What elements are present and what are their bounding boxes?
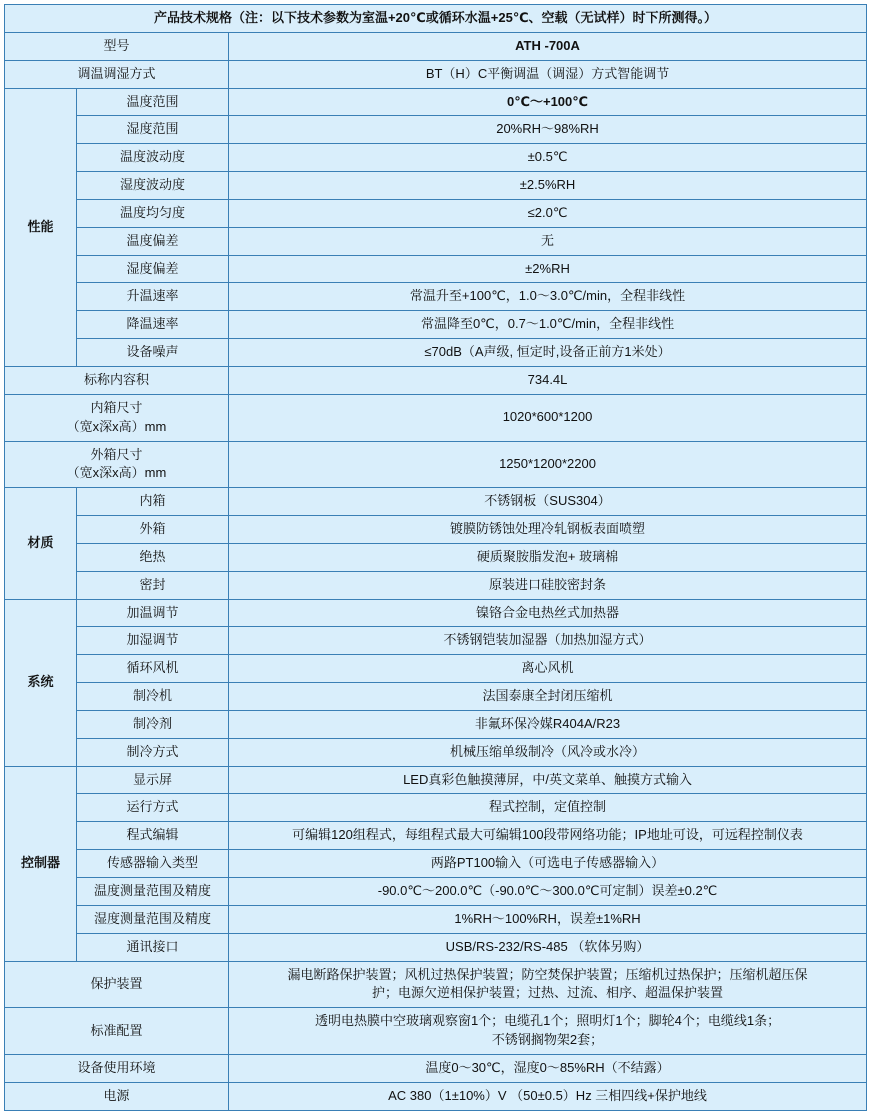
- table-row: [5, 794, 867, 822]
- row-label-heating: 加温调节: [77, 599, 229, 627]
- row-value-volume: 734.4L: [229, 366, 867, 394]
- row-value-environment: 温度0～30℃，湿度0～85%RH（不结露）: [229, 1054, 867, 1082]
- table-row: [5, 822, 867, 850]
- model-label: 型号: [5, 32, 229, 60]
- row-label-humidity-fluctuation: 湿度波动度: [77, 172, 229, 200]
- row-label-inner-box: 内箱: [77, 488, 229, 516]
- group-label-controller: 控制器: [5, 766, 77, 961]
- standard-config-line2: 不锈钢搁物架2套；: [491, 1032, 604, 1048]
- table-row: [5, 227, 867, 255]
- group-label-performance: 性能: [5, 88, 77, 366]
- row-value-humidity-deviation: ±2%RH: [229, 255, 867, 283]
- row-label-volume: 标称内容积: [5, 366, 229, 394]
- row-value-operation-mode: 程式控制，定值控制: [229, 794, 867, 822]
- table-row-environment: [5, 1054, 867, 1082]
- table-row: [5, 488, 867, 516]
- table-row: [5, 88, 867, 116]
- outer-size-label-line2: （宽x深x高）mm: [66, 465, 167, 481]
- row-value-display: LED真彩色触摸薄屏，中/英文菜单、触摸方式输入: [229, 766, 867, 794]
- row-label-fan: 循环风机: [77, 655, 229, 683]
- row-label-heating-rate: 升温速率: [77, 283, 229, 311]
- table-row: [5, 571, 867, 599]
- control-mode-label: 调温调湿方式: [5, 60, 229, 88]
- row-value-cooling-rate: 常温降至0℃，0.7～1.0℃/min，全程非线性: [229, 311, 867, 339]
- row-value-temperature-measurement: -90.0℃～200.0℃（-90.0℃～300.0℃可定制）误差±0.2℃: [229, 878, 867, 906]
- standard-config-line1: 透明电热膜中空玻璃观察窗1个；电缆孔1个；照明灯1个；脚轮4个；电缆线1条；: [314, 1013, 781, 1029]
- table-row-control-mode: [5, 60, 867, 88]
- row-value-compressor: 法国泰康全封闭压缩机: [229, 683, 867, 711]
- row-label-compressor: 制冷机: [77, 683, 229, 711]
- protection-line2: 护；电源欠逆相保护装置；过热、过流、相序、超温保护装置: [372, 985, 724, 1001]
- outer-size-label-line1: 外箱尺寸: [90, 446, 143, 462]
- group-label-system: 系统: [5, 599, 77, 766]
- row-label-humidifying: 加湿调节: [77, 627, 229, 655]
- row-value-temperature-fluctuation: ±0.5℃: [229, 144, 867, 172]
- table-row-protection: [5, 961, 867, 1008]
- inner-size-label-line2: （宽x深x高）mm: [66, 418, 167, 434]
- row-value-outer-box: 镀膜防锈蚀处理冷轧钢板表面喷塑: [229, 516, 867, 544]
- table-row-model: [5, 32, 867, 60]
- table-row-power: [5, 1082, 867, 1110]
- row-label-temperature-fluctuation: 温度波动度: [77, 144, 229, 172]
- row-value-temperature-deviation: 无: [229, 227, 867, 255]
- table-row: [5, 933, 867, 961]
- table-row: [5, 878, 867, 906]
- table-row: [5, 710, 867, 738]
- table-row: [5, 850, 867, 878]
- row-value-refrigerant: 非氟环保冷媒R404A/R23: [229, 710, 867, 738]
- row-label-operation-mode: 运行方式: [77, 794, 229, 822]
- row-label-temperature-measurement: 温度测量范围及精度: [77, 878, 229, 906]
- row-label-standard-config: 标准配置: [5, 1008, 229, 1055]
- row-label-protection: 保护装置: [5, 961, 229, 1008]
- table-row: [5, 738, 867, 766]
- row-value-cooling-method: 机械压缩单级制冷（风冷或水冷）: [229, 738, 867, 766]
- row-label-humidity-deviation: 湿度偏差: [77, 255, 229, 283]
- protection-line1: 漏电断路保护装置；风机过热保护装置；防空焚保护装置；压缩机过热保护；压缩机超压保: [287, 966, 808, 982]
- table-row: [5, 627, 867, 655]
- table-row: [5, 766, 867, 794]
- row-value-sensor-input: 两路PT100输入（可选电子传感器输入）: [229, 850, 867, 878]
- row-value-sealing: 原装进口硅胶密封条: [229, 571, 867, 599]
- table-row: [5, 255, 867, 283]
- row-label-communication: 通讯接口: [77, 933, 229, 961]
- row-label-sensor-input: 传感器输入类型: [77, 850, 229, 878]
- row-value-heating-rate: 常温升至+100℃，1.0～3.0℃/min，全程非线性: [229, 283, 867, 311]
- row-value-insulation: 硬质聚胺脂发泡+ 玻璃棉: [229, 543, 867, 571]
- inner-size-label-line1: 内箱尺寸: [90, 399, 143, 415]
- row-value-humidifying: 不锈钢铠装加湿器（加热加湿方式）: [229, 627, 867, 655]
- row-value-communication: USB/RS-232/RS-485 （软体另购）: [229, 933, 867, 961]
- row-label-outer-box: 外箱: [77, 516, 229, 544]
- table-row-standard-config: [5, 1008, 867, 1055]
- control-mode-value: BT（H）C平衡调温（调湿）方式智能调节: [229, 60, 867, 88]
- row-value-inner-box: 不锈钢板（SUS304）: [229, 488, 867, 516]
- table-title: 产品技术规格（注：以下技术参数为室温+20℃或循环水温+25℃、空载（无试样）时下所测得。）: [5, 5, 867, 33]
- row-label-noise: 设备噪声: [77, 339, 229, 367]
- row-value-inner-size: 1020*600*1200: [229, 394, 867, 441]
- table-row: [5, 516, 867, 544]
- table-row: [5, 543, 867, 571]
- row-value-humidity-fluctuation: ±2.5%RH: [229, 172, 867, 200]
- table-row-volume: [5, 366, 867, 394]
- model-value: ATH -700A: [229, 32, 867, 60]
- row-value-power: AC 380（1±10%）V （50±0.5）Hz 三相四线+保护地线: [229, 1082, 867, 1110]
- row-label-temperature-deviation: 温度偏差: [77, 227, 229, 255]
- row-value-program-edit: 可编辑120组程式，每组程式最大可编辑100段带网络功能；IP地址可设，可远程控制仪表: [229, 822, 867, 850]
- row-label-inner-size: [5, 394, 229, 441]
- row-label-refrigerant: 制冷剂: [77, 710, 229, 738]
- table-row-title: [5, 5, 867, 33]
- table-row: [5, 311, 867, 339]
- row-label-humidity-measurement: 湿度测量范围及精度: [77, 905, 229, 933]
- row-value-noise: ≤70dB（A声级, 恒定时,设备正前方1米处）: [229, 339, 867, 367]
- table-row: [5, 655, 867, 683]
- row-value-protection: [229, 961, 867, 1008]
- row-value-humidity-measurement: 1%RH～100%RH，误差±1%RH: [229, 905, 867, 933]
- row-label-humidity-range: 湿度范围: [77, 116, 229, 144]
- row-value-fan: 离心风机: [229, 655, 867, 683]
- table-row: [5, 172, 867, 200]
- row-label-insulation: 绝热: [77, 543, 229, 571]
- row-label-temperature-uniformity: 温度均匀度: [77, 199, 229, 227]
- row-value-temperature-uniformity: ≤2.0℃: [229, 199, 867, 227]
- specification-table: [4, 4, 867, 1111]
- row-value-humidity-range: 20%RH～98%RH: [229, 116, 867, 144]
- row-label-program-edit: 程式编辑: [77, 822, 229, 850]
- table-row: [5, 116, 867, 144]
- row-value-heating: 镍铬合金电热丝式加热器: [229, 599, 867, 627]
- table-row: [5, 144, 867, 172]
- table-row: [5, 683, 867, 711]
- row-label-cooling-rate: 降温速率: [77, 311, 229, 339]
- row-value-temperature-range: 0℃～+100℃: [229, 88, 867, 116]
- table-row-outer-size: [5, 441, 867, 488]
- row-label-environment: 设备使用环境: [5, 1054, 229, 1082]
- table-row: [5, 905, 867, 933]
- row-label-outer-size: [5, 441, 229, 488]
- table-row: [5, 599, 867, 627]
- table-row: [5, 339, 867, 367]
- row-value-outer-size: 1250*1200*2200: [229, 441, 867, 488]
- row-label-sealing: 密封: [77, 571, 229, 599]
- row-label-power: 电源: [5, 1082, 229, 1110]
- group-label-material: 材质: [5, 488, 77, 599]
- row-label-display: 显示屏: [77, 766, 229, 794]
- row-label-cooling-method: 制冷方式: [77, 738, 229, 766]
- row-value-standard-config: [229, 1008, 867, 1055]
- row-label-temperature-range: 温度范围: [77, 88, 229, 116]
- table-row: [5, 199, 867, 227]
- table-row-inner-size: [5, 394, 867, 441]
- table-row: [5, 283, 867, 311]
